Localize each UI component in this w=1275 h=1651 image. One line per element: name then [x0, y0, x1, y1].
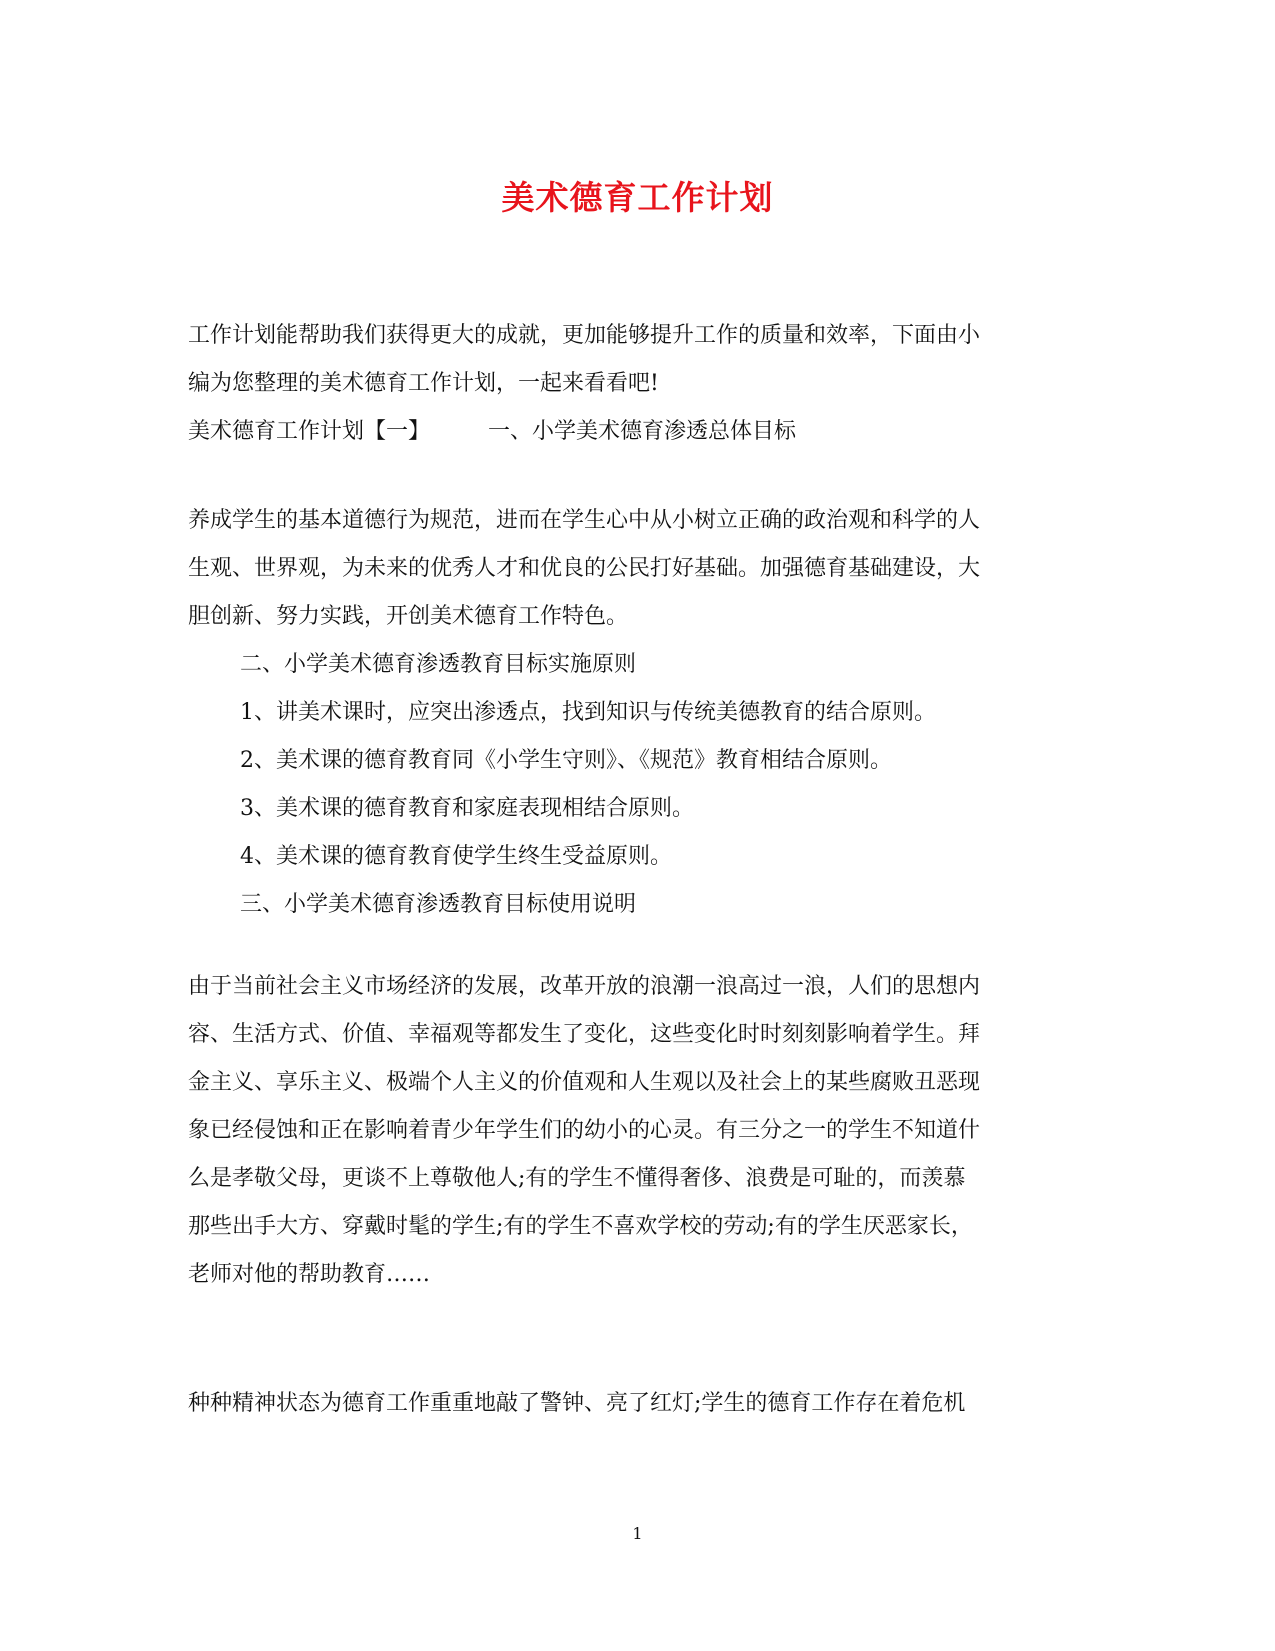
paragraph-line: 养成学生的基本道德行为规范，进而在学生心中从小树立正确的政治观和科学的人	[188, 508, 981, 533]
paragraph-line: 生观、世界观，为未来的优秀人才和优良的公民打好基础。加强德育基础建设，大	[188, 556, 981, 581]
paragraph-2	[188, 963, 1093, 1299]
section-heading-3: 三、小学美术德育渗透教育目标使用说明	[240, 892, 637, 917]
section-label: 美术德育工作计划【一】	[188, 419, 431, 444]
paragraph-1	[188, 497, 1093, 929]
intro-line: 工作计划能帮助我们获得更大的成就，更加能够提升工作的质量和效率，下面由小	[188, 323, 981, 348]
section-heading-2: 二、小学美术德育渗透教育目标实施原则	[240, 652, 637, 677]
paragraph-line: 老师对他的帮助教育……	[188, 1262, 431, 1287]
principle-item: 2、美术课的德育教育同《小学生守则》、《规范》教育相结合原则。	[240, 748, 892, 773]
principle-item: 1、讲美术课时，应突出渗透点，找到知识与传统美德教育的结合原则。	[240, 700, 936, 725]
principle-item: 3、美术课的德育教育和家庭表现相结合原则。	[240, 796, 694, 821]
document-title: 美术德育工作计划	[501, 178, 774, 217]
paragraph-line: 由于当前社会主义市场经济的发展，改革开放的浪潮一浪高过一浪，人们的思想内	[188, 974, 981, 999]
paragraph-line: 那些出手大方、穿戴时髦的学生;有的学生不喜欢学校的劳动;有的学生厌恶家长，	[188, 1214, 973, 1239]
intro-line: 编为您整理的美术德育工作计划，一起来看看吧!	[188, 371, 659, 396]
paragraph-line: 种种精神状态为德育工作重重地敲了警钟、亮了红灯;学生的德育工作存在着危机	[188, 1391, 966, 1416]
section-heading-1: 一、小学美术德育渗透总体目标	[488, 419, 797, 444]
paragraph-line: 象已经侵蚀和正在影响着青少年学生们的幼小的心灵。有三分之一的学生不知道什	[188, 1118, 981, 1143]
section-heading-row	[188, 408, 1093, 456]
principle-item: 4、美术课的德育教育使学生终生受益原则。	[240, 844, 672, 869]
page-number: 1	[632, 1524, 643, 1543]
paragraph-line: 容、生活方式、价值、幸福观等都发生了变化，这些变化时时刻刻影响着学生。拜	[188, 1022, 981, 1047]
paragraph-line: 么是孝敬父母，更谈不上尊敬他人;有的学生不懂得奢侈、浪费是可耻的，而羡慕	[188, 1166, 966, 1191]
paragraph-3	[188, 1380, 1093, 1428]
intro-paragraph	[188, 312, 1093, 456]
paragraph-line: 胆创新、努力实践，开创美术德育工作特色。	[188, 604, 629, 629]
paragraph-line: 金主义、享乐主义、极端个人主义的价值观和人生观以及社会上的某些腐败丑恶现	[188, 1070, 981, 1095]
